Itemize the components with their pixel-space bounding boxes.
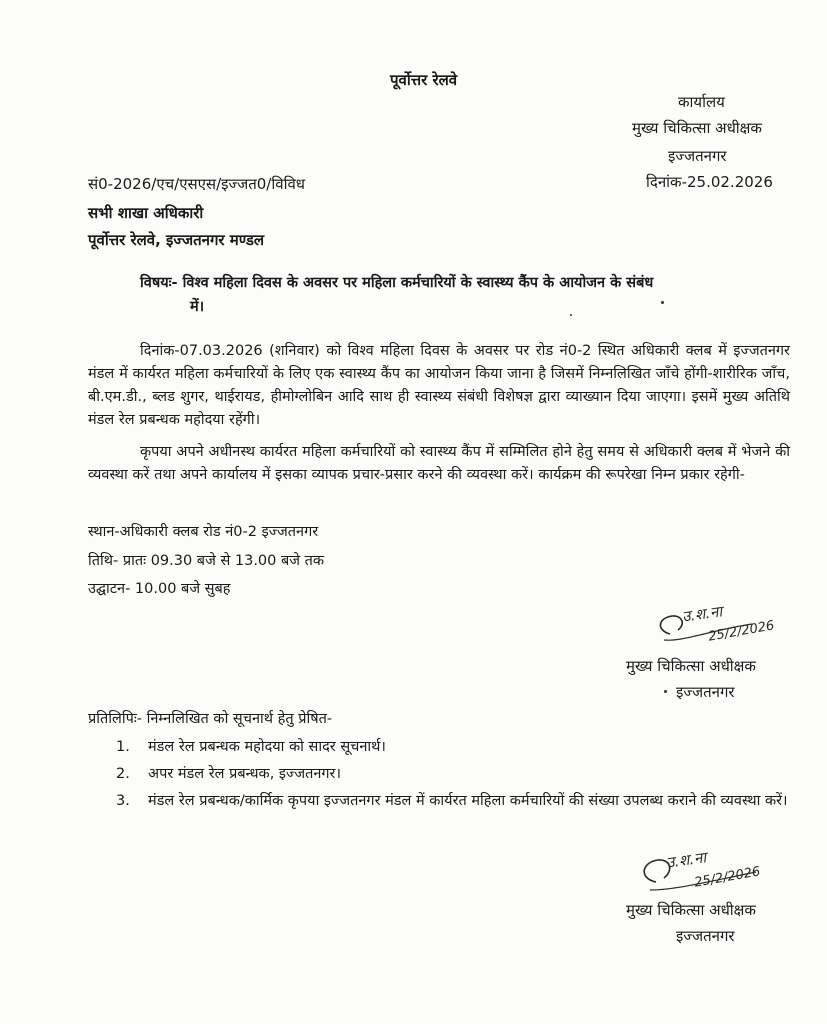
reference-number: सं0-2026/एच/एसएस/इज्जत0/विविध [88, 175, 306, 193]
list-item-text: अपर मंडल रेल प्रबन्धक, इज्जतनगर। [148, 766, 341, 782]
subject-label: विषयः- [140, 275, 178, 291]
signature-1-initials: उ.श.ना [680, 602, 724, 626]
signature-2-title: मुख्य चिकित्सा अधीक्षक [626, 901, 756, 919]
office-line-2: मुख्य चिकित्सा अधीक्षक [632, 119, 762, 137]
organization-title: पूर्वोत्तर रेलवे [390, 71, 458, 89]
recipient-line-1: सभी शाखा अधिकारी [88, 204, 204, 222]
list-item [108, 789, 798, 814]
body-paragraph-2-text: कृपया अपने अधीनस्थ कार्यरत महिला कर्मचारियों को स्वास्थ्य कैंप में सम्मिलित होने हेतु समय से अधिकारी क्लब में भेजने की व्यवस्था करें तथा अपने कार्यालय में इसका व्यापक प्रचार-प्रसार करने की व्यवस्था करें। कार्यक्रम की रूपरेखा निम्न प्रकार रहेगी- [88, 444, 790, 483]
copy-list [108, 735, 798, 816]
body-paragraph-2 [88, 441, 790, 487]
list-item [108, 762, 798, 787]
recipient-line-2: पूर्वोत्तर रेलवे, इज्जतनगर मण्डल [88, 231, 265, 249]
list-item [108, 735, 798, 760]
copy-heading: प्रतिलिपिः- निम्नलिखित को सूचनार्थ हेतु प्रेषित- [88, 711, 333, 727]
ink-speck [570, 314, 572, 316]
list-item-text: मंडल रेल प्रबन्धक/कार्मिक कृपया इज्जतनगर मंडल में कार्यरत महिला कर्मचारियों की संख्या उपलब्ध कराने की व्यवस्था करें। [148, 793, 788, 809]
body-paragraph-1-text: दिनांक-07.03.2026 (शनिवार) को विश्व महिला दिवस के अवसर पर रोड नं0-2 स्थित अधिकारी क्लब में इज्जतनगर मंडल में कार्यरत महिला कर्मचारियों के लिए एक स्वास्थ्य कैंप का आयोजन किया जाना है जिसमें निम्नलिखित जाँचे होंगी-शारीरिक जाँच, बी.एम.डी., ब्लड शुगर, थाईरायड, हीमोग्लोबिन आदि साथ ही स्वास्थ्य संबंधी विशेषज्ञ द्वारा व्याख्यान दिया जाएगा। इसमें मुख्य अतिथि मंडल रेल प्रबन्धक महोदया रहेंगी। [88, 343, 790, 428]
signature-1-date: 25/2/2026 [707, 618, 776, 645]
timing-line: तिथि- प्रातः 09.30 बजे से 13.00 बजे तक [88, 553, 325, 569]
office-line-1: कार्यालय [678, 93, 725, 111]
list-item-number: 2. [116, 766, 130, 782]
signature-1 [652, 600, 802, 658]
subject-text-line-2: में। [190, 299, 205, 315]
inauguration-line: उद्घाटन- 10.00 बजे सुबह [88, 581, 231, 597]
signature-1-title: मुख्य चिकित्सा अधीक्षक [626, 657, 756, 675]
venue-line: स्थान-अधिकारी क्लब रोड नं0-2 इज्जतनगर [88, 524, 319, 540]
signature-2-initials: उ.श.ना [664, 848, 708, 872]
signature-2-date: 25/2/2026 [693, 864, 762, 891]
signature-1-place: इज्जतनगर [676, 683, 735, 701]
body-paragraph-1 [88, 340, 790, 432]
office-line-3: इज्जतनगर [668, 147, 727, 165]
signature-2-place: इज्जतनगर [676, 927, 735, 945]
signature-2 [636, 846, 796, 902]
subject-text-line-1: विश्व महिला दिवस के अवसर पर महिला कर्मचारियों के स्वास्थ्य कैंप के आयोजन के संबंध [182, 275, 654, 291]
list-item-number: 3. [116, 793, 130, 809]
letter-date: दिनांक-25.02.2026 [646, 173, 773, 191]
list-item-text: मंडल रेल प्रबन्धक महोदया को सादर सूचनार्थ। [148, 739, 386, 755]
ink-speck [661, 301, 664, 304]
list-item-number: 1. [116, 739, 130, 755]
subject-block [140, 272, 653, 294]
ink-speck [664, 690, 667, 693]
